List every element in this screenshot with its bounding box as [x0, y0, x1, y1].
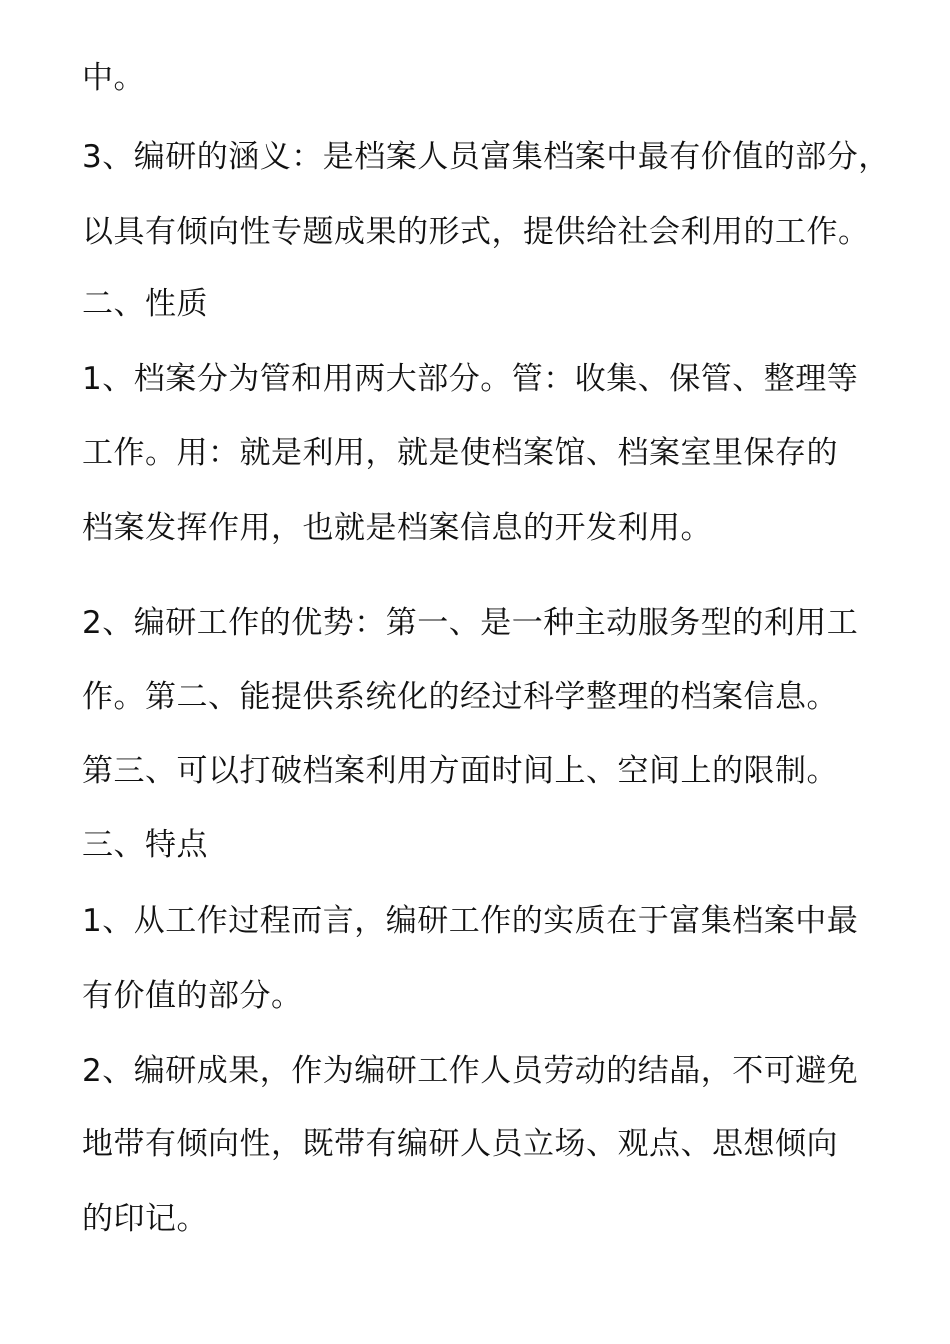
- text-line: 有价值的部分。: [82, 978, 303, 1014]
- text-line: 2、编研工作的优势：第一、是一种主动服务型的利用工: [82, 605, 859, 641]
- text-line: 2、编研成果，作为编研工作人员劳动的结晶，不可避免: [82, 1053, 859, 1089]
- text-line: 第三、可以打破档案利用方面时间上、空间上的限制。: [82, 753, 838, 789]
- text-line: 中。: [82, 60, 145, 96]
- text-line: 1、从工作过程而言，编研工作的实质在于富集档案中最: [82, 903, 859, 939]
- text-line: 1、档案分为管和用两大部分。管：收集、保管、整理等: [82, 361, 859, 397]
- text-line: 3、编研的涵义：是档案人员富集档案中最有价值的部分，: [82, 139, 890, 175]
- text-line: 地带有倾向性，既带有编研人员立场、观点、思想倾向: [82, 1126, 838, 1162]
- section-heading: 二、性质: [82, 286, 208, 322]
- text-line: 的印记。: [82, 1201, 208, 1237]
- section-heading: 三、特点: [82, 827, 208, 863]
- text-line: 档案发挥作用，也就是档案信息的开发利用。: [82, 510, 712, 546]
- text-line: 工作。用：就是利用，就是使档案馆、档案室里保存的: [82, 435, 838, 471]
- text-line: 作。第二、能提供系统化的经过科学整理的档案信息。: [82, 679, 838, 715]
- text-line: 以具有倾向性专题成果的形式，提供给社会利用的工作。: [82, 214, 870, 250]
